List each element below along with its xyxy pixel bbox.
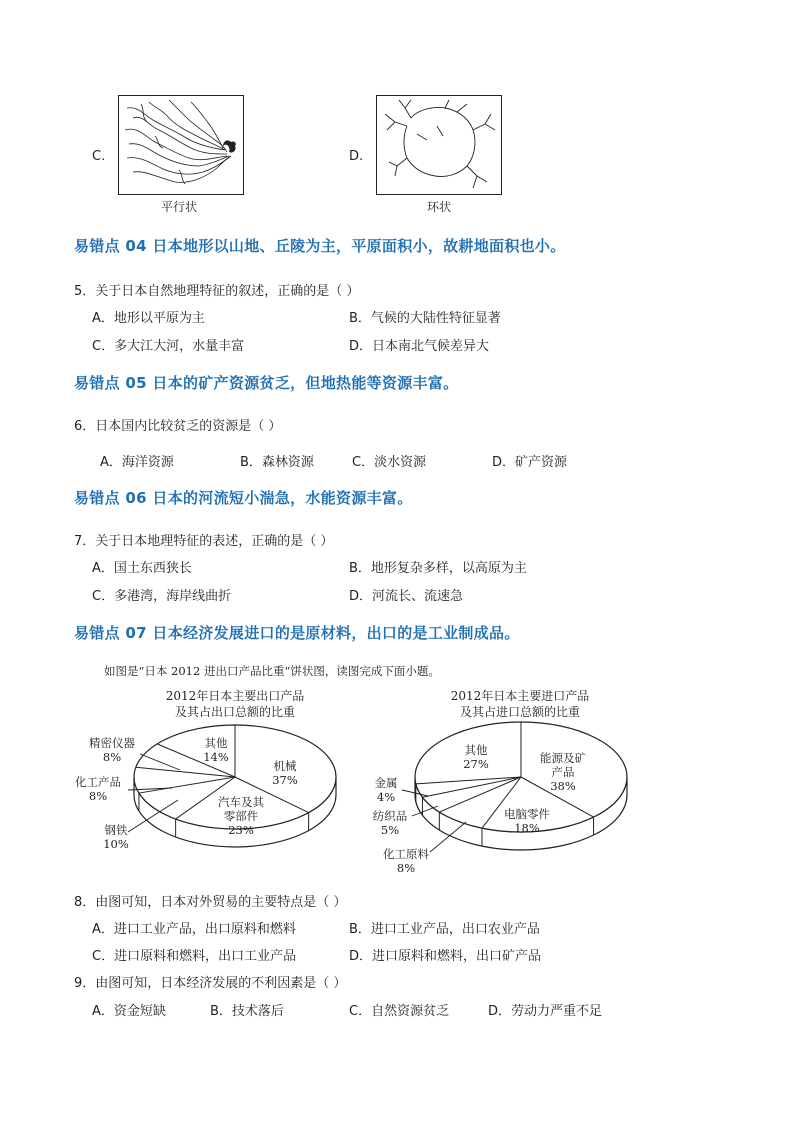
question-6: 6．日本国内比较贫乏的资源是（ ） <box>74 419 282 434</box>
section-heading-04: 易错点 04 日本地形以山地、丘陵为主，平原面积小，故耕地面积也小。 <box>74 237 566 255</box>
export-chart-title-line2: 及其占出口总额的比重 <box>174 705 295 719</box>
pie-0-slice-label-1: 汽车及其 <box>218 795 264 809</box>
q6-option-c[interactable]: C．淡水资源 <box>352 455 427 470</box>
q7-option-d[interactable]: D．河流长、流速急 <box>349 589 464 604</box>
pie-0-slice-label-4: 精密仪器 <box>89 736 135 750</box>
q6-option-d[interactable]: D．矿产资源 <box>492 455 568 470</box>
pie-0-slice-value-5: 14% <box>203 750 229 764</box>
q7-option-a[interactable]: A．国土东西狭长 <box>92 561 192 576</box>
pie-0-slice-value-4: 8% <box>102 750 122 764</box>
chart-intro: 如图是“日本 2012 进出口产品比重”饼状图，读图完成下面小题。 <box>104 664 440 678</box>
question-8: 8．由图可知，日本对外贸易的主要特点是（ ） <box>74 895 347 910</box>
q5-option-b[interactable]: B．气候的大陆性特征显著 <box>349 311 501 326</box>
pie-1-slice-value-1: 18% <box>514 821 540 835</box>
q9-option-a[interactable]: A．资金短缺 <box>92 1004 166 1019</box>
pie-0-slice-value-1: 23% <box>228 823 254 837</box>
q6-option-a[interactable]: A．海洋资源 <box>100 455 174 470</box>
pie-1-slice-value-0: 38% <box>550 779 576 793</box>
pie-1-slice-label-0: 能源及矿 <box>540 751 586 765</box>
q8-option-a[interactable]: A．进口工业产品，出口原料和燃料 <box>92 922 296 937</box>
q6-option-b[interactable]: B．森林资源 <box>240 455 314 470</box>
option-c-letter: C. <box>92 149 106 164</box>
section-heading-05: 易错点 05 日本的矿产资源贫乏，但地热能等资源丰富。 <box>74 374 459 392</box>
question-9: 9．由图可知，日本经济发展的不利因素是（ ） <box>74 976 347 991</box>
pie-1-slice-value-5: 27% <box>463 757 489 771</box>
pie-1-slice-label-5: 其他 <box>464 743 488 757</box>
q8-option-b[interactable]: B．进口工业产品，出口农业产品 <box>349 922 540 937</box>
q9-option-d[interactable]: D．劳动力严重不足 <box>488 1004 603 1019</box>
q8-option-d[interactable]: D．进口原料和燃料，出口矿产品 <box>349 949 542 964</box>
pie-0-slice-label-5: 其他 <box>204 736 228 750</box>
q8-option-c[interactable]: C．进口原料和燃料，出口工业产品 <box>92 949 297 964</box>
q7-option-c[interactable]: C．多港湾，海岸线曲折 <box>92 589 232 604</box>
option-d-letter: D. <box>349 149 364 164</box>
q5-option-c[interactable]: C．多大江大河，水量丰富 <box>92 339 245 354</box>
question-5: 5．关于日本自然地理特征的叙述，正确的是（ ） <box>74 284 360 299</box>
question-7: 7．关于日本地理特征的表述，正确的是（ ） <box>74 534 334 549</box>
export-chart-title-line1: 2012年日本主要出口产品 <box>165 689 305 703</box>
pie-0-slice-value-2: 10% <box>103 837 129 851</box>
pie-1-slice-label-0: 产品 <box>551 765 575 779</box>
q5-option-d[interactable]: D．日本南北气候差异大 <box>349 339 490 354</box>
section-heading-07: 易错点 07 日本经济发展进口的是原材料，出口的是工业制成品。 <box>74 624 520 642</box>
pie-1-slice-label-4: 金属 <box>374 776 398 790</box>
pie-0-slice-label-2: 钢铁 <box>104 823 128 837</box>
parallel-caption: 平行状 <box>161 200 198 214</box>
annular-caption: 环状 <box>427 200 452 214</box>
pie-0-slice-value-3: 8% <box>88 789 108 803</box>
q7-option-b[interactable]: B．地形复杂多样，以高原为主 <box>349 561 527 576</box>
q5-option-a[interactable]: A．地形以平原为主 <box>92 311 205 326</box>
section-heading-06: 易错点 06 日本的河流短小湍急，水能资源丰富。 <box>74 489 413 507</box>
pie-0-slice-label-3: 化工产品 <box>75 775 121 789</box>
pie-1-slice-value-2: 8% <box>396 861 416 875</box>
import-chart-title-line1: 2012年日本主要进口产品 <box>450 689 590 703</box>
pie-0-slice-label-0: 机械 <box>273 759 297 773</box>
q9-option-c[interactable]: C．自然资源贫乏 <box>349 1004 450 1019</box>
pie-1-slice-value-4: 4% <box>376 790 396 804</box>
import-chart-title-line2: 及其占进口总额的比重 <box>459 705 580 719</box>
pie-1-slice-label-1: 电脑零件 <box>504 807 550 821</box>
pie-1-slice-label-2: 化工原料 <box>383 847 429 861</box>
pie-1-slice-value-3: 5% <box>380 823 400 837</box>
pie-0-slice-value-0: 37% <box>272 773 298 787</box>
pie-1-slice-label-3: 纺织品 <box>372 809 408 823</box>
q9-option-b[interactable]: B．技术落后 <box>210 1004 284 1019</box>
pie-0-slice-label-1: 零部件 <box>223 809 259 823</box>
